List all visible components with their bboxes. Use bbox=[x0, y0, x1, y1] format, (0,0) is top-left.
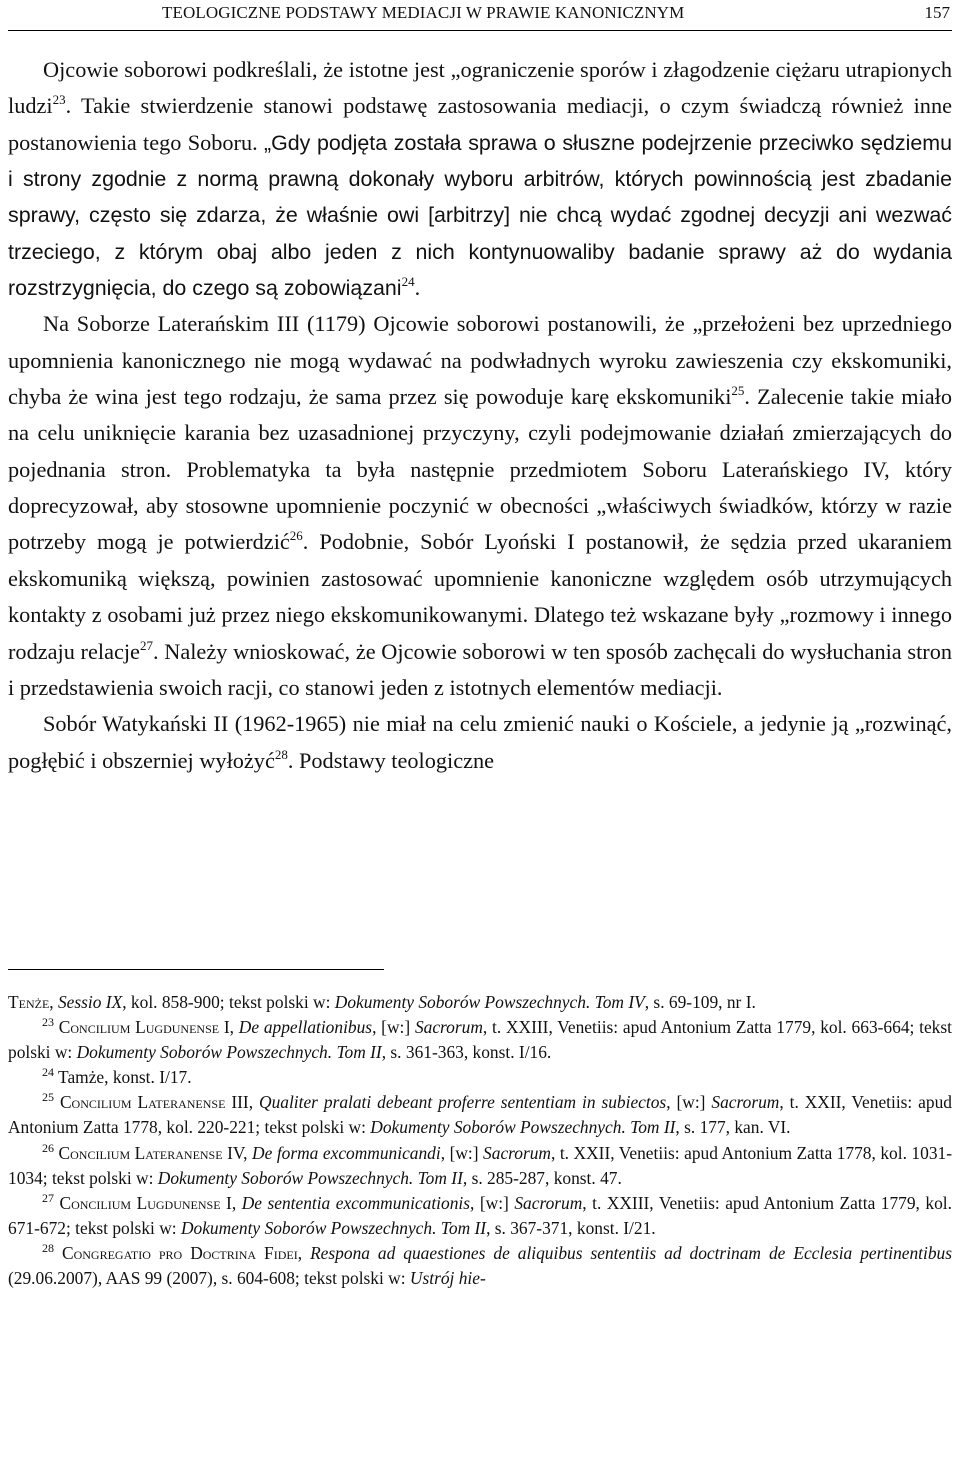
paragraph-3 bbox=[8, 706, 952, 779]
footnote-collection: Sacrorum bbox=[483, 1142, 551, 1163]
footnote-author: Tenże bbox=[8, 992, 50, 1012]
paragraph-text: Sobór Watykański II (1962-1965) nie miał na celu zmienić nauki o Kościele, a jedynie ją „rozwinąć, pogłębić i obszerniej wyłożyć bbox=[8, 711, 952, 773]
footnote-text: , t. XXIII, Venetiis: apud Antonium Zatta 1779, kol. 671-672; tekst polski w: bbox=[8, 1192, 952, 1238]
page-number: 157 bbox=[924, 3, 950, 22]
paragraph-text: . Takie stwierdzenie stanowi podstawę zastosowania mediacji, o czym świadczą również inne postanowienia tego Soboru. bbox=[8, 93, 952, 155]
paragraph-text: Ojcowie soborowi podkreślali, że istotne jest „ograniczenie sporów i złagodzenie ciężaru utrapionych ludzi bbox=[8, 57, 952, 119]
footnote-author: Concilium Lugdunense bbox=[59, 1192, 221, 1213]
footnote-text: , [w:] bbox=[666, 1092, 712, 1113]
footnote-work: De forma excommunicandi bbox=[252, 1142, 441, 1163]
footnote-text: , s. 285-287, konst. 47. bbox=[462, 1167, 622, 1188]
footnote-collection: Sacrorum bbox=[711, 1092, 780, 1113]
footnote-ref: 28 bbox=[274, 746, 288, 762]
footnote-text: , [w:] bbox=[470, 1192, 515, 1213]
footnote-author: Concilium Lugdunense bbox=[58, 1017, 220, 1038]
footnote-number: 23 bbox=[42, 1015, 54, 1030]
footnote-ref: 26 bbox=[289, 528, 303, 544]
footnote-text: , t. XXIII, Venetiis: apud Antonium Zatta 1779, kol. 663-664; tekst polski w: bbox=[8, 1017, 952, 1063]
footnote-source: Dokumenty Soborów Powszechnych. Tom II bbox=[76, 1042, 382, 1063]
footnote-work: De appellationibus bbox=[238, 1017, 373, 1038]
running-title: TEOLOGICZNE PODSTAWY MEDIACJI W PRAWIE KANONICZNYM bbox=[162, 3, 685, 22]
footnote-text: I, bbox=[220, 1192, 242, 1213]
footnote-text: IV, bbox=[222, 1142, 253, 1163]
footnote-text: (29.06.2007), AAS 99 (2007), s. 604-608; tekst polski w: bbox=[8, 1268, 410, 1289]
footnote-text: , kol. 858-900; tekst polski w: bbox=[122, 992, 335, 1012]
quoted-canon-text: „Gdy podjęta została sprawa o słuszne podejrzenie przeciwko sędziemu i strony zgodnie z normą prawną dokonały wyboru arbitrów, których powinnością jest zbadanie sprawy, często się zdarza, że właśnie owi [arbitrzy] nie chcą wydać zgodnej decyzji ani wezwać trzeciego, z którym obaj albo jeden z nich kontynuowaliby badanie sprawy aż do wydania rozstrzygnięcia, do czego są zobowiązani bbox=[8, 130, 952, 301]
footnote-text: , [w:] bbox=[372, 1017, 415, 1038]
footnote-source: Dokumenty Soborów Powszechnych. Tom II bbox=[180, 1217, 487, 1238]
footnote-ref: 23 bbox=[52, 92, 66, 108]
footnote-25 bbox=[8, 1090, 952, 1140]
footnote-text: , bbox=[297, 1242, 311, 1263]
footnote-27 bbox=[8, 1191, 952, 1241]
footnote-number: 27 bbox=[42, 1190, 54, 1205]
footnote-number: 28 bbox=[42, 1240, 54, 1255]
footnote-author: Concilium Lateranense bbox=[58, 1142, 223, 1163]
footnote-separator bbox=[8, 969, 384, 970]
footnote-work: Qualiter pralati debeant proferre sententiam in subiectos bbox=[259, 1092, 667, 1113]
footnote-source: Dokumenty Soborów Powszechnych. Tom II bbox=[157, 1167, 463, 1188]
paragraph-text: . Należy wnioskować, że Ojcowie soborowi w ten sposób zachęcali do wysłuchania stron i przedstawienia swoich racji, co stanowi jeden z istotnych elementów mediacji. bbox=[8, 638, 952, 700]
footnote-number: 26 bbox=[42, 1140, 54, 1155]
footnotes bbox=[8, 990, 952, 1291]
footnote-26 bbox=[8, 1141, 952, 1191]
footnote-text: III, bbox=[225, 1092, 260, 1113]
footnote-text: I, bbox=[219, 1017, 239, 1038]
footnote-24 bbox=[8, 1065, 952, 1090]
footnote-source: Dokumenty Soborów Powszechnych. Tom IV bbox=[334, 992, 645, 1012]
paragraph-1 bbox=[8, 52, 952, 306]
paragraph-text: . Zalecenie takie miało na celu uniknięcie karania bez uzasadnionej przyczyny, czyli podejmowanie działań zmierzających do pojednania stron. Problematyka ta była następnie przedmiotem Soboru Laterańskiego IV, który doprecyzował, aby stosowne upomnienie poczynić w obecności „właściwych świadków, którzy w razie potrzeby mogą je potwierdzić bbox=[8, 384, 953, 555]
footnote-author: Concilium Lateranense bbox=[59, 1092, 226, 1113]
footnote-text: , bbox=[49, 992, 58, 1012]
footnote-ref: 25 bbox=[731, 383, 745, 399]
footnote-work: Sessio IX bbox=[57, 992, 123, 1012]
footnote-22 bbox=[8, 990, 952, 1015]
footnote-text: , s. 177, kan. VI. bbox=[675, 1117, 791, 1138]
footnote-work: De sententia excommunicationis bbox=[241, 1192, 471, 1213]
footnote-collection: Sacrorum bbox=[414, 1017, 483, 1038]
running-header bbox=[8, 0, 952, 31]
footnote-text: , s. 69-109, nr I. bbox=[644, 992, 756, 1012]
paragraph-text: Na Soborze Laterańskim III (1179) Ojcowie soborowi postanowili, że „przełożeni bez uprzedniego upomnienia kanonicznego nie mogą wydawać na podwładnych wyroku zawieszenia czy ekskomuniki, chyba że wina jest tego rodzaju, że sama przez się powoduje karę ekskomuniki bbox=[8, 311, 952, 410]
footnote-text: , t. XXII, Venetiis: apud Antonium Zatta 1778, kol. 220-221; tekst polski w: bbox=[8, 1092, 952, 1138]
footnote-author: Congregatio pro Doctrina Fidei bbox=[61, 1242, 298, 1263]
footnote-source: Dokumenty Soborów Powszechnych. Tom II bbox=[370, 1117, 676, 1138]
paragraph-text: . Podobnie, Sobór Lyoński I postanowił, że sędzia przed ukaraniem ekskomuniką większą, powinien zastosować upomnienie kanoniczne względem osób utrzymujących kontakty z osobami już przez niego ekskomunikowanymi. Dlatego też wskazane były „rozmowy i innego rodzaju relacje bbox=[8, 529, 952, 664]
paragraph-text: . bbox=[414, 275, 421, 301]
footnote-23 bbox=[8, 1015, 952, 1065]
footnote-number: 24 bbox=[42, 1065, 54, 1080]
paragraph-2 bbox=[8, 306, 952, 706]
footnote-text: , [w:] bbox=[440, 1142, 484, 1163]
footnote-work: Respona ad quaestiones de aliquibus sententiis ad doctrinam de Ecclesia pertinentibus bbox=[310, 1242, 952, 1263]
footnote-source: Ustrój hie- bbox=[409, 1268, 486, 1289]
paragraph-text: . Podstawy teologiczne bbox=[287, 747, 495, 773]
footnote-ref: 24 bbox=[401, 274, 415, 290]
footnote-text: , t. XXII, Venetiis: apud Antonium Zatta 1778, kol. 1031-1034; tekst polski w: bbox=[8, 1142, 952, 1188]
footnote-28 bbox=[8, 1241, 952, 1291]
footnote-text: , s. 361-363, konst. I/16. bbox=[381, 1042, 552, 1063]
footnote-collection: Sacrorum bbox=[514, 1192, 583, 1213]
footnote-text: Tamże, konst. I/17. bbox=[58, 1067, 192, 1088]
main-text bbox=[8, 52, 952, 779]
footnote-text: , s. 367-371, konst. I/21. bbox=[486, 1217, 656, 1238]
footnote-ref: 27 bbox=[139, 637, 153, 653]
footnote-number: 25 bbox=[42, 1090, 54, 1105]
